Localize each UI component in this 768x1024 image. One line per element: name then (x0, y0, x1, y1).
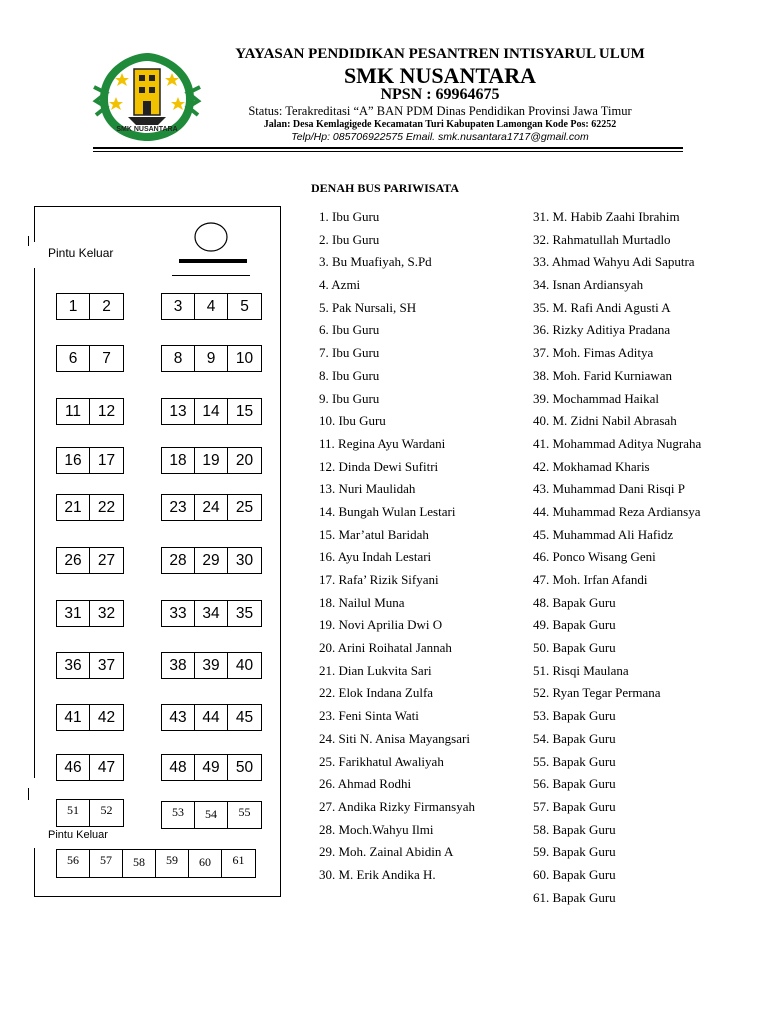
seat[interactable]: 18 (162, 448, 195, 473)
seat[interactable]: 34 (195, 601, 228, 626)
list-item: 50. Bapak Guru (533, 640, 616, 656)
seat-row-right (161, 398, 262, 425)
list-item: 51. Risqi Maulana (533, 662, 629, 678)
list-item: 42. Mokhamad Kharis (533, 458, 650, 474)
seat[interactable]: 12 (97, 402, 116, 420)
seat[interactable]: 31 (57, 601, 90, 626)
list-item: 29. Moh. Zainal Abidin A (319, 844, 454, 860)
seat[interactable]: 21 (57, 495, 90, 520)
seat-row-right (161, 600, 262, 627)
seat-row-left (56, 799, 124, 827)
bus-outline-top (34, 206, 280, 207)
list-item: 3. Bu Muafiyah, S.Pd (319, 254, 432, 270)
school-name: SMK NUSANTARA (343, 63, 537, 88)
seat-row-left (56, 447, 124, 474)
bus-outline-left-upper (34, 206, 35, 242)
list-item: 53. Bapak Guru (533, 708, 616, 724)
list-item: 25. Farikhatul Awaliyah (319, 753, 444, 769)
seat[interactable]: 20 (235, 451, 254, 469)
bus-outline-bottom (34, 896, 281, 897)
seat[interactable]: 4 (195, 294, 228, 319)
list-item: 41. Mohammad Aditya Nugraha (533, 435, 702, 451)
seat[interactable]: 7 (102, 349, 111, 367)
seat[interactable]: 45 (235, 708, 254, 726)
list-item: 38. Moh. Farid Kurniawan (533, 367, 673, 383)
list-item: 59. Bapak Guru (533, 844, 616, 860)
list-item: 60. Bapak Guru (533, 866, 616, 882)
seat-row-right (161, 754, 262, 781)
accreditation-status: Status: Terakreditasi “A” BAN PDM Dinas Pendidikan Provinsi Jawa Timur (248, 104, 632, 118)
document-title: DENAH BUS PARIWISATA (310, 181, 460, 195)
seat-row-right (161, 547, 262, 574)
list-item: 10. Ibu Guru (319, 413, 386, 429)
list-item: 36. Rizky Aditiya Pradana (533, 322, 671, 338)
seat-row-right (161, 447, 262, 474)
seat-row-left (56, 293, 124, 320)
school-address: Jalan: Desa Kemlagigede Kecamatan Turi Kabupaten Lamongan Kode Pos: 62252 (263, 119, 617, 130)
exit-door-label-front: Pintu Keluar (48, 246, 114, 260)
seat[interactable]: 38 (162, 653, 195, 678)
seat[interactable]: 1 (57, 294, 90, 319)
seat[interactable]: 24 (195, 495, 228, 520)
seat[interactable]: 56 (57, 850, 90, 877)
seat[interactable]: 15 (235, 402, 254, 420)
seat[interactable]: 58 (123, 850, 156, 877)
list-item: 30. M. Erik Andika H. (319, 866, 436, 882)
seat[interactable]: 46 (57, 755, 90, 780)
passenger-list-right (533, 209, 701, 912)
seat[interactable]: 36 (57, 653, 90, 678)
seat[interactable]: 6 (57, 346, 90, 371)
list-item: 31. M. Habib Zaahi Ibrahim (533, 209, 680, 224)
seat[interactable]: 44 (195, 705, 228, 730)
dashboard-line (172, 275, 250, 276)
seat[interactable]: 61 (232, 853, 245, 867)
seat[interactable]: 60 (189, 850, 222, 877)
seat[interactable]: 50 (235, 758, 254, 776)
seat[interactable]: 3 (162, 294, 195, 319)
seat[interactable]: 57 (90, 850, 123, 877)
seat[interactable]: 53 (162, 802, 195, 828)
list-item: 7. Ibu Guru (319, 345, 380, 361)
list-item: 39. Mochammad Haikal (533, 390, 659, 406)
seat-row-left (56, 547, 124, 574)
seat[interactable]: 43 (162, 705, 195, 730)
seat[interactable]: 47 (97, 758, 116, 776)
list-item: 40. M. Zidni Nabil Abrasah (533, 413, 677, 429)
list-item: 5. Pak Nursali, SH (319, 299, 417, 315)
list-item: 26. Ahmad Rodhi (319, 776, 412, 792)
seat[interactable]: 33 (162, 601, 195, 626)
bus-seat-map (0, 0, 300, 900)
seat[interactable]: 28 (162, 548, 195, 573)
list-item: 13. Nuri Maulidah (319, 481, 416, 497)
list-item: 17. Rafa’ Rizik Sifyani (319, 572, 439, 587)
list-item: 2. Ibu Guru (319, 231, 380, 247)
list-item: 14. Bungah Wulan Lestari (319, 503, 456, 519)
seat[interactable]: 54 (195, 802, 228, 828)
seat[interactable]: 40 (235, 656, 254, 674)
passenger-list-left (319, 209, 475, 890)
seat-row-left (56, 494, 124, 521)
list-item: 32. Rahmatullah Murtadlo (533, 231, 671, 247)
bus-outline-right (280, 206, 281, 896)
list-item: 16. Ayu Indah Lestari (319, 549, 432, 565)
seat-row-left (56, 754, 124, 781)
list-item: 4. Azmi (319, 277, 361, 293)
seat-row-left (56, 652, 124, 679)
list-item: 27. Andika Rizky Firmansyah (319, 798, 475, 814)
seat-row-right (161, 345, 262, 372)
logo-text: SMK NUSANTARA (116, 126, 178, 133)
exit-door-label-rear: Pintu Keluar (48, 829, 108, 841)
npsn: NPSN : 69964675 (380, 86, 500, 103)
list-item: 12. Dinda Dewi Sufitri (319, 458, 439, 474)
list-item: 61. Bapak Guru (533, 889, 616, 905)
seat[interactable]: 14 (195, 399, 228, 424)
steering-wheel-icon (193, 221, 229, 253)
list-item: 47. Moh. Irfan Afandi (533, 572, 648, 587)
seat-row-right (161, 494, 262, 521)
seat[interactable]: 16 (57, 448, 90, 473)
list-item: 19. Novi Aprilia Dwi O (319, 617, 443, 633)
list-item: 8. Ibu Guru (319, 367, 380, 383)
list-item: 57. Bapak Guru (533, 798, 616, 814)
list-item: 23. Feni Sinta Wati (319, 708, 419, 724)
seat[interactable]: 55 (238, 805, 251, 819)
seat[interactable]: 32 (97, 604, 116, 622)
seat[interactable]: 23 (162, 495, 195, 520)
seat[interactable]: 59 (156, 850, 189, 877)
seat[interactable]: 42 (97, 708, 116, 726)
seat[interactable]: 29 (195, 548, 228, 573)
seat[interactable]: 39 (195, 653, 228, 678)
seat-row-left (56, 398, 124, 425)
list-item: 37. Moh. Fimas Aditya (533, 345, 654, 361)
list-item: 58. Bapak Guru (533, 821, 616, 837)
seat[interactable]: 51 (57, 800, 90, 826)
seat[interactable]: 22 (97, 498, 116, 516)
seat[interactable]: 41 (57, 705, 90, 730)
seat[interactable]: 9 (195, 346, 228, 371)
list-item: 20. Arini Roihatal Jannah (319, 640, 452, 656)
seat[interactable]: 19 (195, 448, 228, 473)
list-item: 56. Bapak Guru (533, 776, 616, 792)
seat[interactable]: 8 (162, 346, 195, 371)
seat-row-right (161, 652, 262, 679)
seat[interactable]: 52 (100, 803, 113, 817)
list-item: 15. Mar’atul Baridah (319, 526, 429, 542)
list-item: 52. Ryan Tegar Permana (533, 685, 661, 701)
list-item: 11. Regina Ayu Wardani (319, 435, 446, 451)
seat-row-left (56, 704, 124, 731)
list-item: 1. Ibu Guru (319, 209, 380, 224)
bus-outline-left-middle (34, 268, 35, 778)
seat[interactable]: 13 (162, 399, 195, 424)
seat-row-right (161, 801, 262, 829)
seat-row-left (56, 345, 124, 372)
seat[interactable]: 27 (97, 551, 116, 569)
list-item: 45. Muhammad Ali Hafidz (533, 526, 674, 542)
list-item: 22. Elok Indana Zulfa (319, 685, 434, 701)
list-item: 6. Ibu Guru (319, 322, 380, 338)
bus-outline-left-lower (34, 848, 35, 896)
door-tick (28, 788, 29, 800)
list-item: 55. Bapak Guru (533, 753, 616, 769)
seat[interactable]: 49 (195, 755, 228, 780)
list-item: 49. Bapak Guru (533, 617, 616, 633)
list-item: 46. Ponco Wisang Geni (533, 549, 656, 565)
seat[interactable]: 25 (235, 498, 254, 516)
seat[interactable]: 17 (97, 451, 116, 469)
list-item: 24. Siti N. Anisa Mayangsari (319, 730, 470, 746)
school-contact: Telp/Hp: 085706922575 Email. smk.nusantara1717@gmail.com (291, 131, 589, 143)
seat[interactable]: 11 (57, 399, 90, 424)
seat[interactable]: 37 (97, 656, 116, 674)
list-item: 34. Isnan Ardiansyah (533, 277, 644, 293)
list-item: 33. Ahmad Wahyu Adi Saputra (533, 254, 695, 270)
list-item: 43. Muhammad Dani Risqi P (533, 481, 686, 497)
seat[interactable]: 35 (235, 604, 254, 622)
list-item: 9. Ibu Guru (319, 390, 380, 406)
seat[interactable]: 48 (162, 755, 195, 780)
list-item: 28. Moch.Wahyu Ilmi (319, 821, 434, 837)
seat-row-left (56, 600, 124, 627)
foundation-name: YAYASAN PENDIDIKAN PESANTREN INTISYARUL ULUM (235, 46, 645, 62)
seat[interactable]: 2 (102, 297, 111, 315)
seat[interactable]: 26 (57, 548, 90, 573)
seat[interactable]: 5 (240, 297, 249, 315)
list-item: 54. Bapak Guru (533, 730, 616, 746)
list-item: 35. M. Rafi Andi Agusti A (533, 299, 671, 315)
list-item: 44. Muhammad Reza Ardiansya (533, 503, 701, 519)
seat[interactable]: 10 (235, 349, 254, 367)
door-tick (28, 236, 29, 246)
seat-row-right (161, 293, 262, 320)
list-item: 18. Nailul Muna (319, 594, 405, 610)
list-item: 48. Bapak Guru (533, 594, 616, 610)
dashboard-bar (179, 259, 247, 263)
seat[interactable]: 30 (235, 551, 254, 569)
seat-row-back (56, 849, 256, 878)
seat-row-right (161, 704, 262, 731)
list-item: 21. Dian Lukvita Sari (319, 662, 432, 678)
